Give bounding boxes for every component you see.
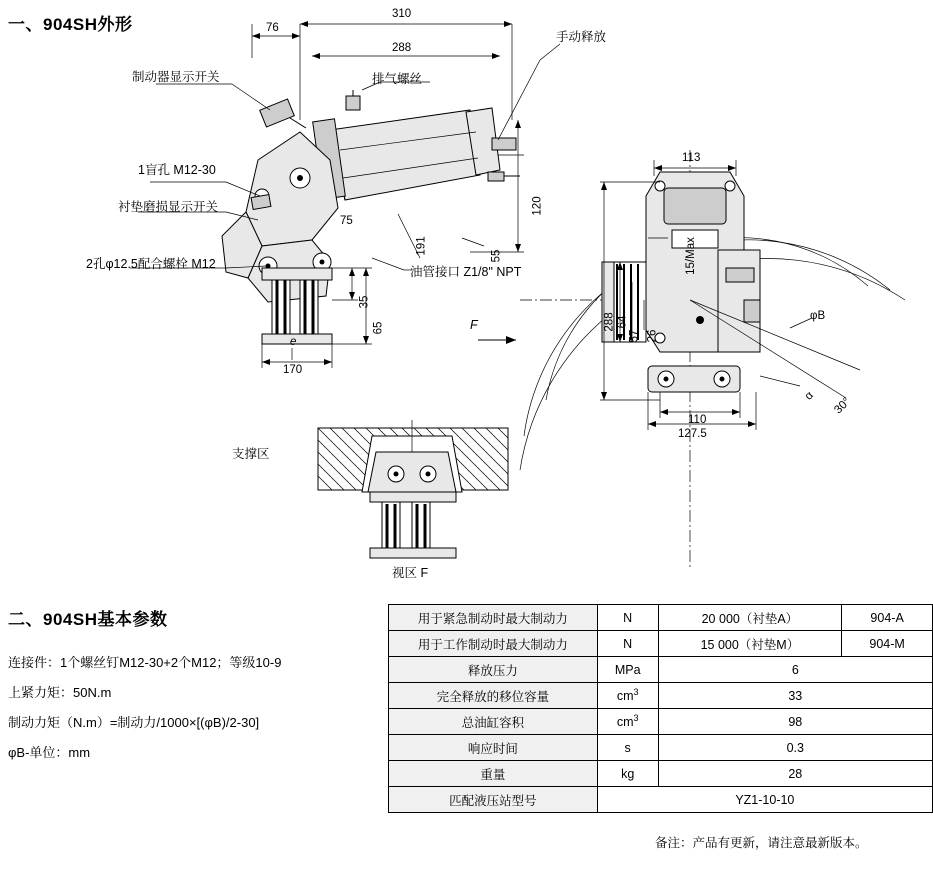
- param-line-4: φB-单位：mm: [8, 745, 91, 760]
- dimension-35: 35: [358, 295, 371, 309]
- row-name: 总油缸容积: [389, 709, 598, 735]
- dimension-55: 55: [490, 249, 503, 263]
- table-row: [389, 735, 933, 761]
- param-line-2: 上紧力矩：50N.m: [8, 685, 112, 700]
- dimension-110: 110: [688, 414, 707, 426]
- dimension-64: 64: [616, 315, 629, 329]
- table-row: [389, 631, 933, 657]
- table-row: [389, 657, 933, 683]
- unit-exponent: 3: [633, 687, 639, 698]
- row-name: 用于紧急制动时最大制动力: [389, 605, 598, 631]
- dimension-170: 170: [283, 364, 303, 376]
- dimension-113: 113: [682, 152, 701, 164]
- row-name: 完全释放的移位容量: [389, 683, 598, 709]
- callout-exhaust-screw: 排气螺丝: [372, 72, 423, 86]
- section-heading-parameters: 二、904SH基本参数: [8, 610, 168, 629]
- section-heading-outline: 一、904SH外形: [8, 15, 133, 34]
- row-unit: N: [597, 631, 658, 657]
- table-row: [389, 605, 933, 631]
- callout-manual-release: 手动释放: [556, 30, 607, 44]
- row-name: 匹配液压站型号: [389, 787, 598, 813]
- param-line-3: 制动力矩（N.m）=制动力/1000×[(φB)/2-30]: [8, 715, 260, 730]
- callout-brake-indicator-switch: 制动器显示开关: [132, 70, 220, 84]
- table-row: [389, 761, 933, 787]
- row-unit: kg: [597, 761, 658, 787]
- dimension-310: 310: [392, 8, 412, 20]
- table-row: [389, 683, 933, 709]
- dimension-120: 120: [531, 196, 544, 216]
- parameter-list: [8, 648, 378, 768]
- dimension-angle-30: 30°: [832, 395, 854, 417]
- row-name: 释放压力: [389, 657, 598, 683]
- dimension-26: 26: [646, 329, 659, 343]
- unit-base: cm: [616, 689, 634, 704]
- row-value: 28: [658, 761, 932, 787]
- row-value: 0.3: [658, 735, 932, 761]
- dimension-191: 191: [415, 236, 428, 256]
- footer-note: 备注：产品有更新，请注意最新版本。: [655, 836, 868, 850]
- table-row: [389, 709, 933, 735]
- dimension-angle-a: α: [802, 389, 816, 403]
- row-unit: N: [597, 605, 658, 631]
- dimension-127-5: 127.5: [678, 428, 707, 440]
- dimension-76: 76: [266, 22, 279, 34]
- row-value: 33: [658, 683, 932, 709]
- dimension-15-max: 15/Max: [684, 237, 697, 275]
- dimension-288: 288: [392, 42, 412, 54]
- row-code: 904-M: [842, 631, 933, 657]
- row-unit: [597, 683, 658, 709]
- row-unit: s: [597, 735, 658, 761]
- row-unit: [597, 709, 658, 735]
- dimension-phi-b: φB: [810, 310, 826, 322]
- dimension-288-right: 288: [603, 312, 616, 332]
- callout-two-holes: 2孔φ12.5配合螺栓 M12: [86, 257, 216, 271]
- row-value: 98: [658, 709, 932, 735]
- row-value: YZ1-10-10: [597, 787, 932, 813]
- row-unit: MPa: [597, 657, 658, 683]
- row-code: 904-A: [842, 605, 933, 631]
- unit-base: cm: [616, 715, 634, 730]
- callout-blind-hole: 1盲孔 M12-30: [138, 163, 216, 177]
- unit-exponent: 3: [633, 713, 639, 724]
- dimension-65: 65: [372, 321, 385, 335]
- callout-view-f: 视区 F: [392, 566, 429, 580]
- spec-table: [388, 604, 933, 813]
- row-value: 15 000（衬垫M）: [658, 631, 842, 657]
- param-line-1: 连接件：1个螺丝钉M12-30+2个M12；等级10-9: [8, 655, 282, 670]
- row-name: 响应时间: [389, 735, 598, 761]
- table-row: [389, 787, 933, 813]
- row-name: 重量: [389, 761, 598, 787]
- row-value: 20 000（衬垫A）: [658, 605, 842, 631]
- callout-view-f-arrow: F: [470, 318, 478, 332]
- dimension-e: e: [290, 336, 297, 348]
- dimension-75: 75: [340, 215, 353, 227]
- dimension-57: 57: [628, 329, 641, 343]
- row-name: 用于工作制动时最大制动力: [389, 631, 598, 657]
- callout-lining-wear-switch: 衬垫磨损显示开关: [118, 200, 219, 214]
- callout-support-area: 支撑区: [232, 447, 270, 461]
- row-value: 6: [658, 657, 932, 683]
- callout-oil-pipe-port: 油管接口 Z1/8" NPT: [410, 265, 522, 279]
